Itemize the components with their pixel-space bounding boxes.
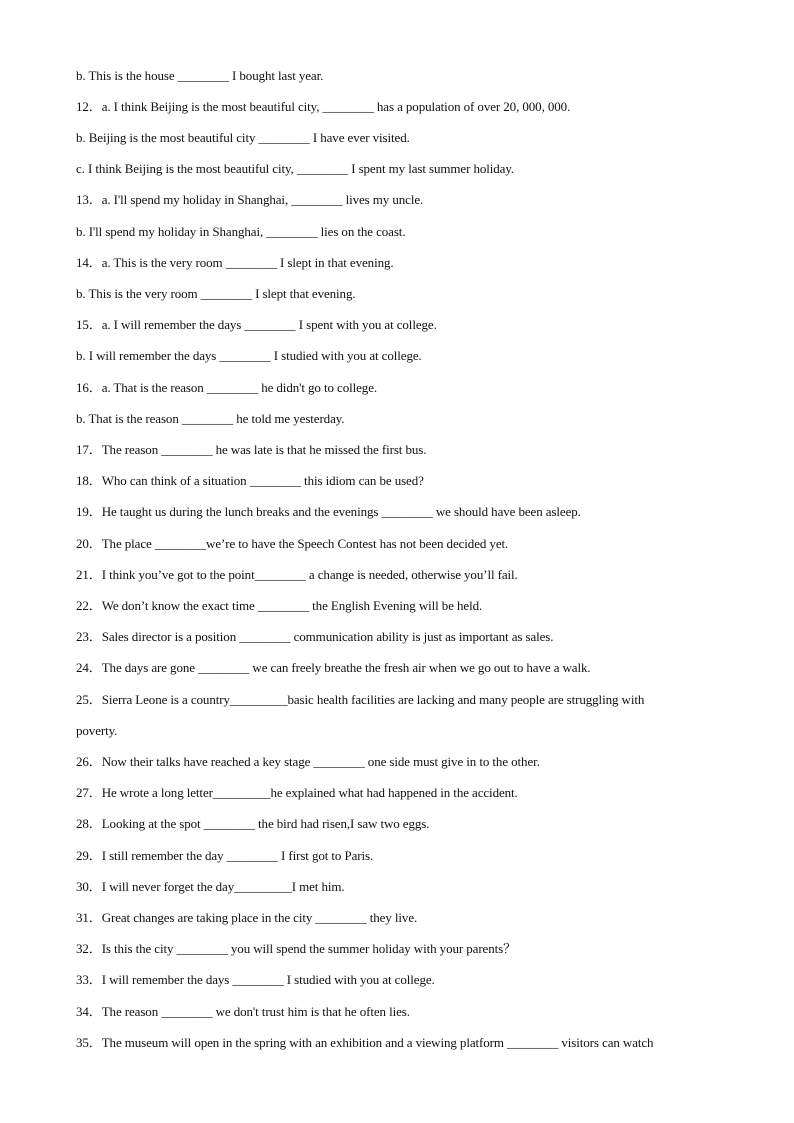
exercise-line: 12．a. I think Beijing is the most beautiful city, ________ has a population of over 20, 000, 000.	[76, 99, 571, 114]
exercise-line: 35．The museum will open in the spring with an exhibition and a viewing platform ________ visitors can watch	[76, 1035, 654, 1050]
exercise-line: b. This is the house ________ I bought last year.	[76, 68, 324, 83]
exercise-line: 21．I think you’ve got to the point________ a change is needed, otherwise you’ll fail.	[76, 567, 518, 582]
exercise-line: c. I think Beijing is the most beautiful city, ________ I spent my last summer holiday.	[76, 161, 515, 176]
exercise-line: 31．Great changes are taking place in the city ________ they live.	[76, 910, 418, 925]
exercise-line: b. Beijing is the most beautiful city ________ I have ever visited.	[76, 130, 410, 145]
exercise-line: 33．I will remember the days ________ I studied with you at college.	[76, 972, 435, 987]
exercise-line: 18．Who can think of a situation ________ this idiom can be used?	[76, 473, 424, 488]
exercise-line: 23．Sales director is a position ________ communication ability is just as important as sales.	[76, 629, 554, 644]
exercise-line: 14．a. This is the very room ________ I slept in that evening.	[76, 255, 394, 270]
exercise-line: 26．Now their talks have reached a key stage ________ one side must give in to the other.	[76, 754, 540, 769]
exercise-line: 19．He taught us during the lunch breaks and the evenings ________ we should have been asleep.	[76, 504, 581, 519]
exercise-line: 16．a. That is the reason ________ he didn't go to college.	[76, 380, 378, 395]
exercise-line: b. This is the very room ________ I slept that evening.	[76, 286, 356, 301]
exercise-line: 27．He wrote a long letter_________he explained what had happened in the accident.	[76, 785, 518, 800]
exercise-line: 24．The days are gone ________ we can freely breathe the fresh air when we go out to have a walk.	[76, 660, 591, 675]
exercise-line: 28．Looking at the spot ________ the bird had risen,I saw two eggs.	[76, 816, 430, 831]
exercise-line: 30．I will never forget the day_________I met him.	[76, 879, 345, 894]
exercise-line: 15．a. I will remember the days ________ I spent with you at college.	[76, 317, 437, 332]
exercise-line: 32．Is this the city ________ you will spend the summer holiday with your parents？	[76, 941, 516, 956]
exercise-line: 13．a. I'll spend my holiday in Shanghai, ________ lives my uncle.	[76, 192, 424, 207]
exercise-line: poverty.	[76, 723, 118, 738]
exercise-line: 17．The reason ________ he was late is that he missed the first bus.	[76, 442, 427, 457]
exercise-line: b. I will remember the days ________ I studied with you at college.	[76, 348, 422, 363]
exercise-line: b. I'll spend my holiday in Shanghai, ________ lies on the coast.	[76, 224, 406, 239]
exercise-line: 29．I still remember the day ________ I first got to Paris.	[76, 848, 374, 863]
exercise-line: 34．The reason ________ we don't trust him is that he often lies.	[76, 1004, 410, 1019]
exercise-line: b. That is the reason ________ he told me yesterday.	[76, 411, 345, 426]
exercise-line: 25．Sierra Leone is a country_________basic health facilities are lacking and many people are struggling with	[76, 692, 645, 707]
exercise-line: 20．The place ________we’re to have the Speech Contest has not been decided yet.	[76, 536, 509, 551]
exercise-line: 22．We don’t know the exact time ________ the English Evening will be held.	[76, 598, 483, 613]
